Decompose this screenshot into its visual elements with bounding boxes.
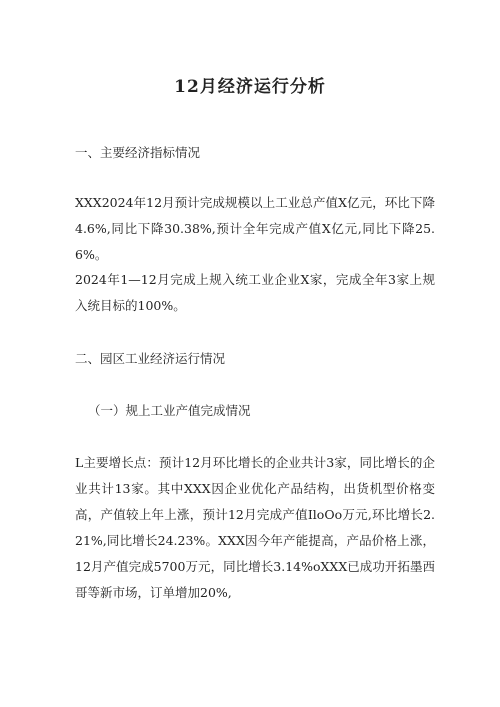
subsection-heading-output-completion: （一）规上工业产值完成情况 xyxy=(88,403,251,418)
section-heading-main-indicators: 一、主要经济指标情况 xyxy=(75,145,201,160)
paragraph-output-value: XXX2024年12月预计完成规模以上工业总产值X亿元，环比下降4.6%,同比下降30.38%,预计全年完成产值X亿元,同比下降25.6%。 xyxy=(75,195,435,262)
document-title: 12月经济运行分析 xyxy=(174,77,326,97)
section-heading-park-industry: 二、园区工业经济运行情况 xyxy=(75,351,226,366)
paragraph-enterprise-count: 2024年1—12月完成上规入统工业企业X家，完成全年3家上规入统目标的100%。 xyxy=(75,272,435,313)
paragraph-growth-points: L主要增长点：预计12月环比增长的企业共计3家，同比增长的企业共计13家。其中XXX因企业优化产品结构，出货机型价格变高，产值较上年上涨，预计12月完成产值IloOo万元,环比增长2.21%,同比增长24.23%。XXX因今年产能提高，产品价格上涨，12月产值完成5700万元，同比增长3.14%oXXX已成功开拓墨西哥等新市场，订单增加20%, xyxy=(75,455,435,600)
